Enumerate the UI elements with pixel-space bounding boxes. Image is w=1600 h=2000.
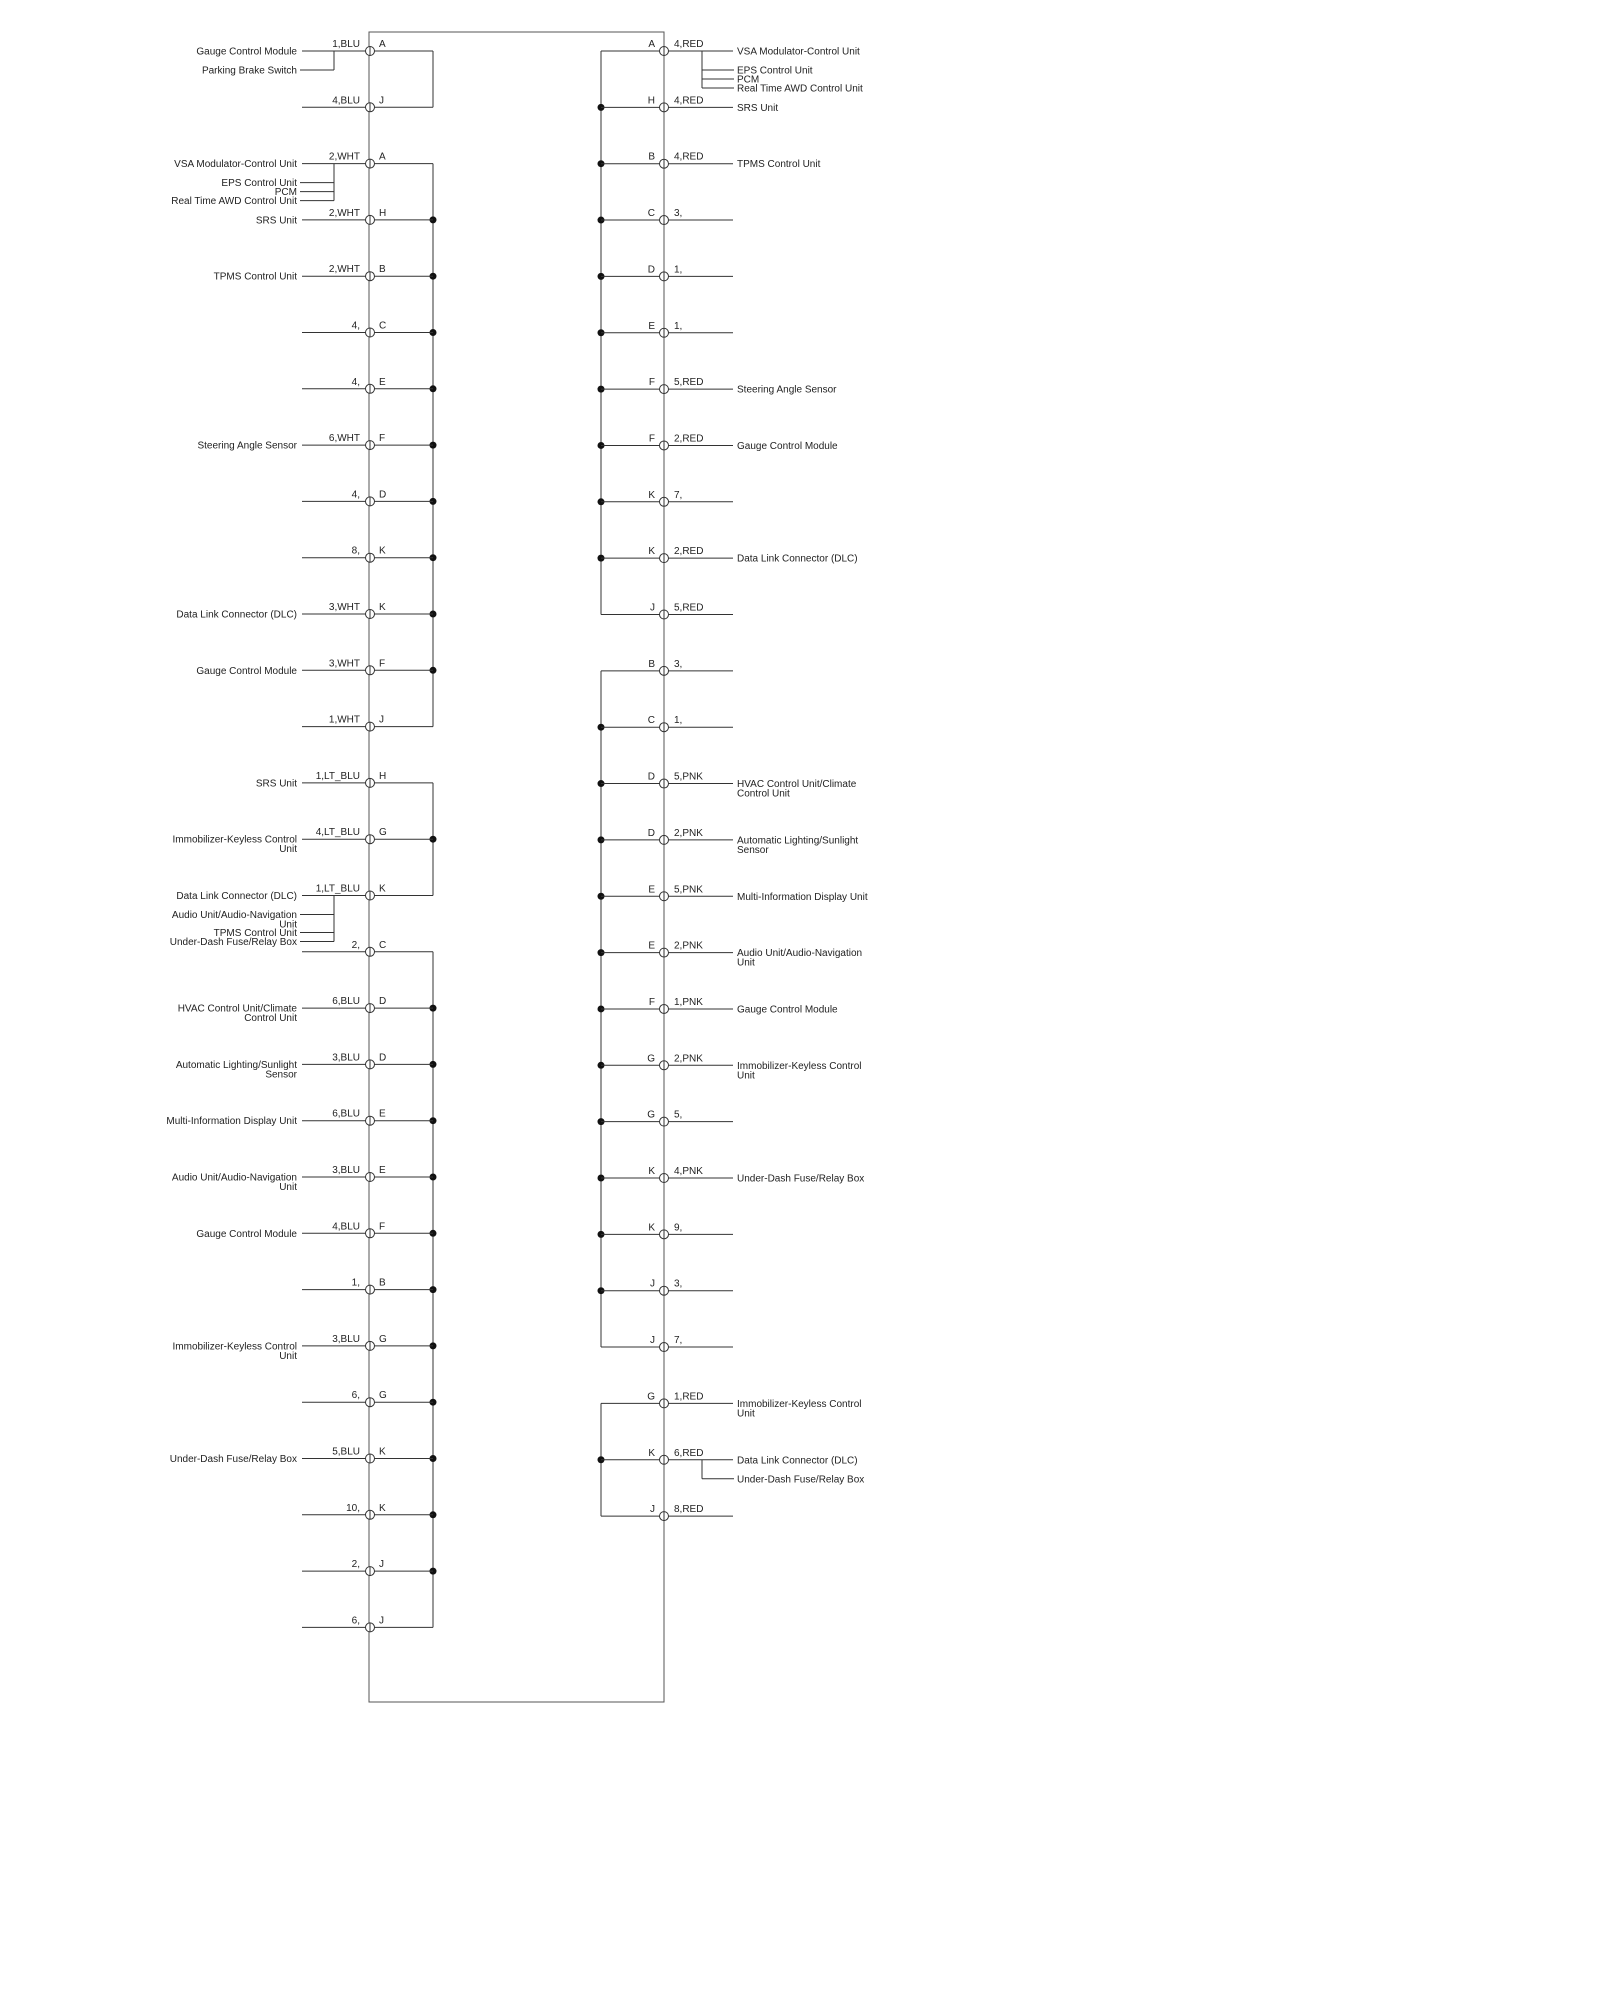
wire-color-label: 5,: [674, 1109, 683, 1121]
cavity-letter: D: [379, 1052, 387, 1064]
device-name: Unit: [737, 1408, 755, 1420]
left-pin-row: [302, 39, 433, 56]
right-pin-row: [601, 321, 733, 338]
device-name: Real Time AWD Control Unit: [171, 196, 297, 208]
wire-color-label: 3,: [674, 658, 683, 670]
device-name: Under-Dash Fuse/Relay Box: [169, 1454, 297, 1465]
cavity-letter: C: [647, 715, 655, 727]
left-pin-row: [302, 1559, 433, 1576]
cavity-letter: A: [648, 39, 655, 50]
wire-color-label: 2,WHT: [328, 151, 360, 163]
cavity-letter: F: [648, 433, 655, 445]
device-label: [737, 1399, 861, 1420]
right-pin-row: [601, 1166, 733, 1183]
wire-color-label: 3,BLU: [332, 1052, 360, 1064]
device-label: [702, 1474, 864, 1485]
device-label: [214, 272, 298, 283]
connector-body: [369, 32, 664, 1702]
wire-color-label: 6,: [351, 1615, 360, 1627]
device-label: [737, 47, 860, 58]
device-name: Gauge Control Module: [196, 46, 297, 58]
cavity-letter: F: [648, 996, 655, 1008]
wire-color-label: 2,: [351, 939, 360, 951]
device-name: Unit: [279, 844, 297, 856]
left-pin-row: [302, 489, 433, 506]
cavity-letter: J: [650, 1504, 655, 1516]
cavity-letter: G: [647, 1109, 655, 1121]
device-label: [737, 103, 778, 114]
cavity-letter: K: [379, 1446, 386, 1458]
cavity-letter: F: [648, 377, 655, 389]
device-label: [737, 1455, 858, 1466]
wire-color-label: 2,PNK: [674, 1053, 703, 1065]
cavity-letter: G: [379, 827, 387, 839]
device-name: Sensor: [265, 1069, 297, 1081]
device-label: [737, 892, 868, 903]
cavity-letter: C: [379, 320, 387, 332]
device-name: Unit: [279, 1350, 297, 1362]
device-name: Audio Unit/Audio-Navigation: [737, 948, 863, 960]
device-name: Data Link Connector (DLC): [176, 891, 297, 902]
device-name: SRS Unit: [255, 778, 297, 790]
cavity-letter: B: [379, 264, 386, 276]
device-name: Automatic Lighting/Sunlight: [175, 1059, 297, 1071]
cavity-letter: C: [647, 208, 655, 220]
left-pin-row: [302, 377, 433, 394]
device-name: HVAC Control Unit/Climate: [737, 779, 857, 791]
left-pin-row: [302, 321, 433, 338]
wire-color-label: 9,: [674, 1222, 683, 1234]
device-name: Unit: [279, 919, 297, 931]
left-pin-row: [302, 264, 433, 281]
wire-color-label: 1,: [674, 715, 683, 727]
cavity-letter: K: [379, 1502, 386, 1514]
left-pin-row: [302, 940, 433, 957]
device-name: TPMS Control Unit: [737, 159, 821, 171]
wire-color-label: 8,RED: [674, 1504, 704, 1516]
right-pin-row: [601, 1110, 733, 1127]
device-name: VSA Modulator-Control Unit: [174, 159, 297, 171]
cavity-letter: F: [379, 658, 386, 670]
device-label: [197, 441, 297, 452]
device-label: [174, 159, 297, 170]
device-label: [173, 1341, 298, 1362]
right-pin-row: [601, 1504, 733, 1521]
left-pin-column: [302, 39, 433, 1632]
cavity-letter: J: [379, 1559, 384, 1571]
wire-color-label: 1,PNK: [674, 996, 703, 1008]
right-pin-row: [601, 433, 733, 450]
device-label: [256, 778, 297, 789]
device-name: Gauge Control Module: [196, 665, 297, 677]
device-label: [702, 84, 863, 95]
device-label: [737, 1004, 838, 1015]
cavity-letter: D: [647, 264, 655, 276]
wire-color-label: 5,RED: [674, 602, 704, 614]
device-name: SRS Unit: [255, 215, 297, 227]
device-label: [196, 47, 297, 58]
left-device-labels: [166, 47, 334, 1466]
wire-color-label: 2,RED: [674, 546, 704, 558]
wire-color-label: 5,RED: [674, 377, 704, 389]
cavity-letter: A: [379, 39, 386, 50]
wire-color-label: 2,WHT: [328, 207, 360, 219]
left-pin-row: [302, 95, 433, 112]
cavity-letter: H: [379, 770, 387, 782]
wire-color-label: 4,: [351, 489, 360, 501]
cavity-letter: E: [379, 1165, 386, 1176]
device-name: Under-Dash Fuse/Relay Box: [737, 1173, 865, 1185]
left-pin-row: [302, 884, 433, 901]
wire-color-label: 1,RED: [674, 1391, 704, 1403]
wire-color-label: 3,BLU: [332, 1333, 360, 1345]
cavity-letter: D: [379, 489, 387, 501]
device-name: HVAC Control Unit/Climate: [177, 1003, 297, 1015]
cavity-letter: F: [379, 1221, 386, 1233]
left-pin-row: [302, 1109, 433, 1126]
wire-color-label: 6,RED: [674, 1447, 704, 1459]
cavity-letter: J: [379, 95, 384, 107]
wire-color-label: 1,: [351, 1277, 360, 1289]
right-pin-row: [601, 1391, 733, 1408]
device-name: Parking Brake Switch: [201, 65, 297, 77]
right-pin-row: [601, 1448, 733, 1465]
device-name: Under-Dash Fuse/Relay Box: [737, 1474, 865, 1486]
device-label: [737, 441, 838, 452]
wire-color-label: 7,: [674, 489, 683, 501]
right-pin-row: [601, 95, 733, 112]
device-name: Audio Unit/Audio-Navigation: [171, 1172, 297, 1184]
cavity-letter: G: [647, 1053, 655, 1065]
right-pin-row: [601, 884, 733, 901]
wire-color-label: 4,PNK: [674, 1166, 703, 1177]
device-label: [170, 1454, 297, 1465]
device-name: Unit: [737, 957, 755, 969]
cavity-letter: H: [647, 95, 655, 107]
device-name: Control Unit: [244, 1013, 297, 1025]
cavity-letter: B: [648, 658, 655, 670]
cavity-letter: F: [379, 433, 386, 445]
wire-color-label: 3,: [674, 1278, 683, 1290]
device-name: EPS Control Unit: [737, 65, 813, 77]
wire-color-label: 1,: [674, 320, 683, 332]
device-name: Immobilizer-Keyless Control: [737, 1060, 862, 1072]
wire-color-label: 6,BLU: [332, 996, 360, 1008]
device-name: Data Link Connector (DLC): [176, 609, 297, 621]
wire-color-label: 1,WHT: [328, 714, 360, 726]
left-pin-row: [302, 433, 433, 450]
cavity-letter: D: [379, 996, 387, 1008]
wire-layer: [430, 51, 605, 1627]
device-name: Data Link Connector (DLC): [737, 553, 858, 565]
wire-color-label: 1,BLU: [332, 39, 360, 50]
right-pin-row: [601, 603, 733, 620]
left-pin-row: [302, 1221, 433, 1238]
device-name: Real Time AWD Control Unit: [737, 83, 863, 95]
cavity-letter: J: [650, 1335, 655, 1347]
left-pin-row: [302, 208, 433, 225]
right-pin-column: [601, 39, 733, 1521]
device-name: Gauge Control Module: [737, 1004, 838, 1016]
device-name: TPMS Control Unit: [213, 928, 297, 939]
right-pin-row: [601, 659, 733, 676]
cavity-letter: H: [379, 207, 387, 219]
cavity-letter: G: [379, 1390, 387, 1402]
device-label: [196, 1229, 297, 1240]
cavity-letter: E: [379, 1108, 386, 1120]
device-name: SRS Unit: [737, 102, 779, 114]
wire-color-label: 4,RED: [674, 39, 704, 50]
device-name: Immobilizer-Keyless Control: [172, 1341, 297, 1353]
device-label: [166, 1116, 297, 1127]
cavity-letter: A: [379, 151, 386, 163]
left-pin-row: [302, 715, 433, 732]
right-pin-row: [601, 941, 733, 958]
cavity-letter: D: [647, 771, 655, 783]
wire-color-label: 3,WHT: [328, 658, 360, 670]
right-pin-row: [601, 152, 733, 169]
device-name: Control Unit: [737, 788, 790, 800]
device-label: [176, 610, 297, 621]
wire-color-label: 2,: [351, 1559, 360, 1571]
left-pin-row: [302, 602, 433, 619]
device-name: Audio Unit/Audio-Navigation: [171, 910, 297, 921]
wire-color-label: 5,BLU: [332, 1446, 360, 1458]
wire-color-label: 4,RED: [674, 95, 704, 107]
wire-color-label: 4,RED: [674, 151, 704, 163]
wire-color-label: 7,: [674, 1335, 683, 1347]
device-name: Under-Dash Fuse/Relay Box: [169, 937, 297, 948]
left-pin-row: [302, 546, 433, 563]
device-name: Immobilizer-Keyless Control: [172, 834, 297, 846]
left-pin-row: [302, 658, 433, 675]
left-pin-row: [302, 1390, 433, 1407]
wire-color-label: 6,WHT: [328, 433, 360, 445]
cavity-letter: K: [648, 489, 655, 501]
cavity-letter: J: [379, 1615, 384, 1627]
device-label: [196, 666, 297, 677]
cavity-letter: E: [648, 320, 655, 332]
cavity-letter: C: [379, 939, 387, 951]
device-name: Sensor: [737, 844, 769, 856]
device-name: Steering Angle Sensor: [197, 440, 297, 452]
wire-color-label: 8,: [351, 545, 360, 557]
right-pin-row: [601, 772, 733, 789]
left-pin-row: [302, 1052, 433, 1069]
left-pin-row: [302, 771, 433, 788]
left-pin-row: [302, 1503, 433, 1520]
device-name: Gauge Control Module: [737, 440, 838, 452]
device-name: Steering Angle Sensor: [737, 384, 837, 396]
left-pin-row: [302, 1278, 433, 1295]
left-pin-row: [302, 1447, 433, 1464]
wire-color-label: 5,PNK: [674, 884, 703, 896]
device-name: Multi-Information Display Unit: [166, 1116, 297, 1128]
device-name: VSA Modulator-Control Unit: [737, 46, 860, 58]
device-label: [173, 835, 298, 856]
right-pin-row: [601, 264, 733, 281]
device-name: Automatic Lighting/Sunlight: [737, 835, 859, 847]
cavity-letter: B: [379, 1277, 386, 1289]
cavity-letter: J: [650, 602, 655, 614]
wire-color-label: 2,PNK: [674, 940, 703, 952]
right-pin-row: [601, 546, 733, 563]
left-pin-row: [302, 827, 433, 844]
wire-color-label: 3,BLU: [332, 1165, 360, 1176]
wire-color-label: 4,: [351, 376, 360, 388]
wire-color-label: 4,LT_BLU: [315, 827, 360, 839]
wire-color-label: 6,: [351, 1390, 360, 1402]
device-label: [202, 66, 334, 77]
cavity-letter: K: [379, 602, 386, 613]
wire-color-label: 1,LT_BLU: [315, 883, 360, 895]
device-label: [172, 1173, 297, 1194]
device-label: [178, 1004, 298, 1025]
cavity-letter: E: [648, 884, 655, 896]
wire-color-label: 4,BLU: [332, 95, 360, 107]
left-pin-row: [302, 1615, 433, 1632]
cavity-letter: B: [648, 151, 655, 163]
cavity-letter: K: [648, 1447, 655, 1459]
wire-color-label: 4,: [351, 320, 360, 332]
device-label: [170, 937, 334, 948]
right-pin-row: [601, 828, 733, 845]
cavity-letter: G: [647, 1391, 655, 1403]
right-pin-row: [601, 1053, 733, 1070]
device-label: [737, 1061, 861, 1082]
wire-color-label: 1,: [674, 264, 683, 276]
cavity-letter: K: [648, 1222, 655, 1234]
device-label: [171, 196, 334, 207]
device-name: PCM: [737, 74, 760, 86]
device-label: [176, 1060, 298, 1081]
left-pin-row: [302, 152, 433, 169]
device-name: Gauge Control Module: [196, 1228, 297, 1240]
device-label: [737, 835, 858, 856]
cavity-letter: J: [379, 714, 384, 726]
cavity-letter: K: [379, 883, 386, 895]
device-name: Immobilizer-Keyless Control: [737, 1398, 862, 1410]
cavity-letter: J: [650, 1278, 655, 1290]
cavity-letter: E: [379, 376, 386, 388]
wire-color-label: 3,: [674, 208, 683, 220]
device-label: [737, 385, 837, 396]
wire-color-label: 3,WHT: [328, 602, 360, 613]
wire-color-label: 2,PNK: [674, 827, 703, 839]
right-pin-row: [601, 490, 733, 507]
wire-color-label: 5,PNK: [674, 771, 703, 783]
cavity-letter: K: [648, 546, 655, 558]
right-pin-row: [601, 1335, 733, 1352]
cavity-letter: D: [647, 827, 655, 839]
right-device-labels: [702, 47, 868, 1486]
right-pin-row: [601, 377, 733, 394]
left-pin-row: [302, 1165, 433, 1182]
device-name: PCM: [274, 187, 297, 199]
right-pin-row: [601, 1279, 733, 1296]
wire-color-label: 6,BLU: [332, 1108, 360, 1120]
cavity-letter: G: [379, 1333, 387, 1345]
device-name: EPS Control Unit: [221, 178, 297, 190]
right-pin-row: [601, 208, 733, 225]
cavity-letter: K: [648, 1166, 655, 1177]
wire-color-label: 2,RED: [674, 433, 704, 445]
device-label: [256, 215, 297, 226]
device-label: [737, 779, 857, 800]
device-label: [737, 159, 821, 170]
right-pin-row: [601, 39, 733, 56]
cavity-letter: E: [648, 940, 655, 952]
wire-color-label: 10,: [346, 1502, 360, 1514]
device-label: [737, 1174, 864, 1185]
left-pin-row: [302, 1334, 433, 1351]
device-label: [737, 948, 862, 969]
wire-color-label: 1,LT_BLU: [315, 770, 360, 782]
device-name: Unit: [737, 1070, 755, 1082]
device-name: TPMS Control Unit: [213, 271, 297, 283]
right-pin-row: [601, 715, 733, 732]
right-pin-row: [601, 997, 733, 1014]
wire-color-label: 4,BLU: [332, 1221, 360, 1233]
wire-color-label: 2,WHT: [328, 264, 360, 276]
left-pin-row: [302, 996, 433, 1013]
device-name: Multi-Information Display Unit: [737, 891, 868, 903]
device-label: [737, 554, 858, 565]
right-pin-row: [601, 1222, 733, 1239]
device-label: [176, 891, 297, 902]
device-name: Data Link Connector (DLC): [737, 1455, 858, 1467]
cavity-letter: K: [379, 545, 386, 557]
device-name: Unit: [279, 1182, 297, 1193]
